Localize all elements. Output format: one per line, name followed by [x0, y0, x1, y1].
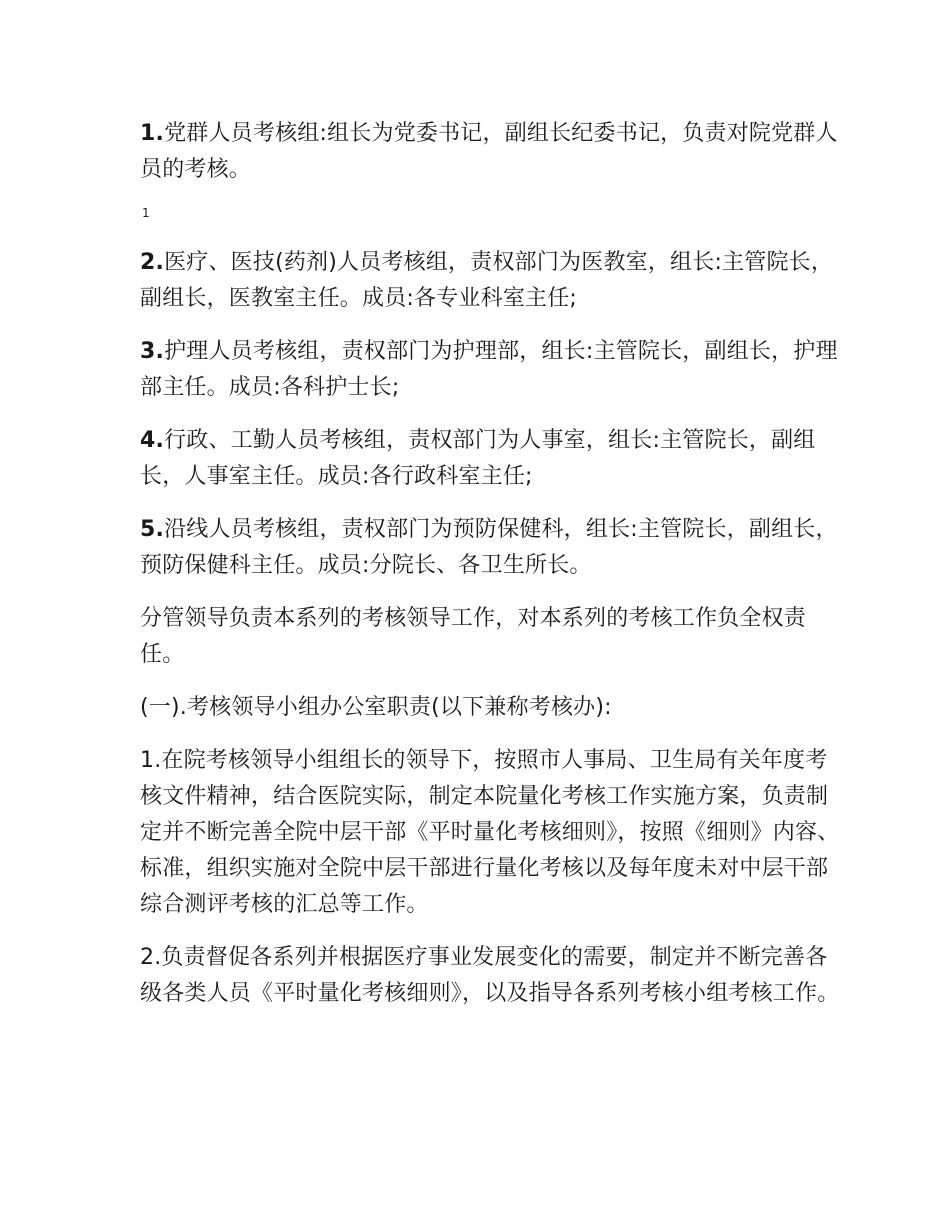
paragraph-text: 沿线人员考核组，责权部门为预防保健科，组长:主管院长，副组长，预防保健科主任。成员:分院长、各卫生所长。 — [140, 517, 838, 578]
paragraph-6 — [140, 601, 840, 673]
paragraph-4 — [140, 423, 840, 495]
paragraph-text: 护理人员考核组，责权部门为护理部，组长:主管院长，副组长，护理部主任。成员:各科护士长; — [140, 339, 838, 400]
paragraph-text: 1.在院考核领导小组组长的领导下，按照市人事局、卫生局有关年度考核文件精神，结合医院实际，制定本院量化考核工作实施方案，负责制定并不断完善全院中层干部《平时量化考核细则》，按照《细则》内容、标准，组织实施对全院中层干部进行量化考核以及每年度未对中层干部综合测评考核的汇总等工作。 — [140, 748, 840, 917]
paragraph-text: 分管领导负责本系列的考核领导工作，对本系列的考核工作负全权责任。 — [140, 606, 807, 667]
paragraph-8 — [140, 743, 840, 923]
paragraph-number: 5. — [140, 517, 165, 542]
page-number: 1 — [142, 206, 150, 220]
paragraph-text: 医疗、医技(药剂)人员考核组，责权部门为医教室，组长:主管院长，副组长，医教室主任。成员:各专业科室主任; — [140, 250, 834, 311]
paragraph-9 — [140, 940, 840, 1012]
paragraph-2 — [140, 245, 840, 317]
paragraph-text: 党群人员考核组:组长为党委书记，副组长纪委书记，负责对院党群人员的考核。 — [140, 121, 838, 182]
paragraph-number: 2. — [140, 250, 165, 275]
paragraph-number: 1. — [140, 121, 165, 146]
paragraph-text: 行政、工勤人员考核组，责权部门为人事室，组长:主管院长，副组长，人事室主任。成员:各行政科室主任; — [140, 428, 816, 489]
section-heading — [140, 690, 840, 726]
paragraph-5 — [140, 512, 840, 584]
paragraph-3 — [140, 334, 840, 406]
paragraph-text: (一).考核领导小组办公室职责(以下兼称考核办): — [140, 695, 612, 720]
paragraph-number: 4. — [140, 428, 165, 453]
paragraph-text: 2.负责督促各系列并根据医疗事业发展变化的需要，制定并不断完善各级各类人员《平时量化考核细则》，以及指导各系列考核小组考核工作。 — [140, 945, 840, 1006]
paragraph-number: 3. — [140, 339, 165, 364]
document-page — [140, 116, 840, 1029]
paragraph-1 — [140, 116, 840, 188]
